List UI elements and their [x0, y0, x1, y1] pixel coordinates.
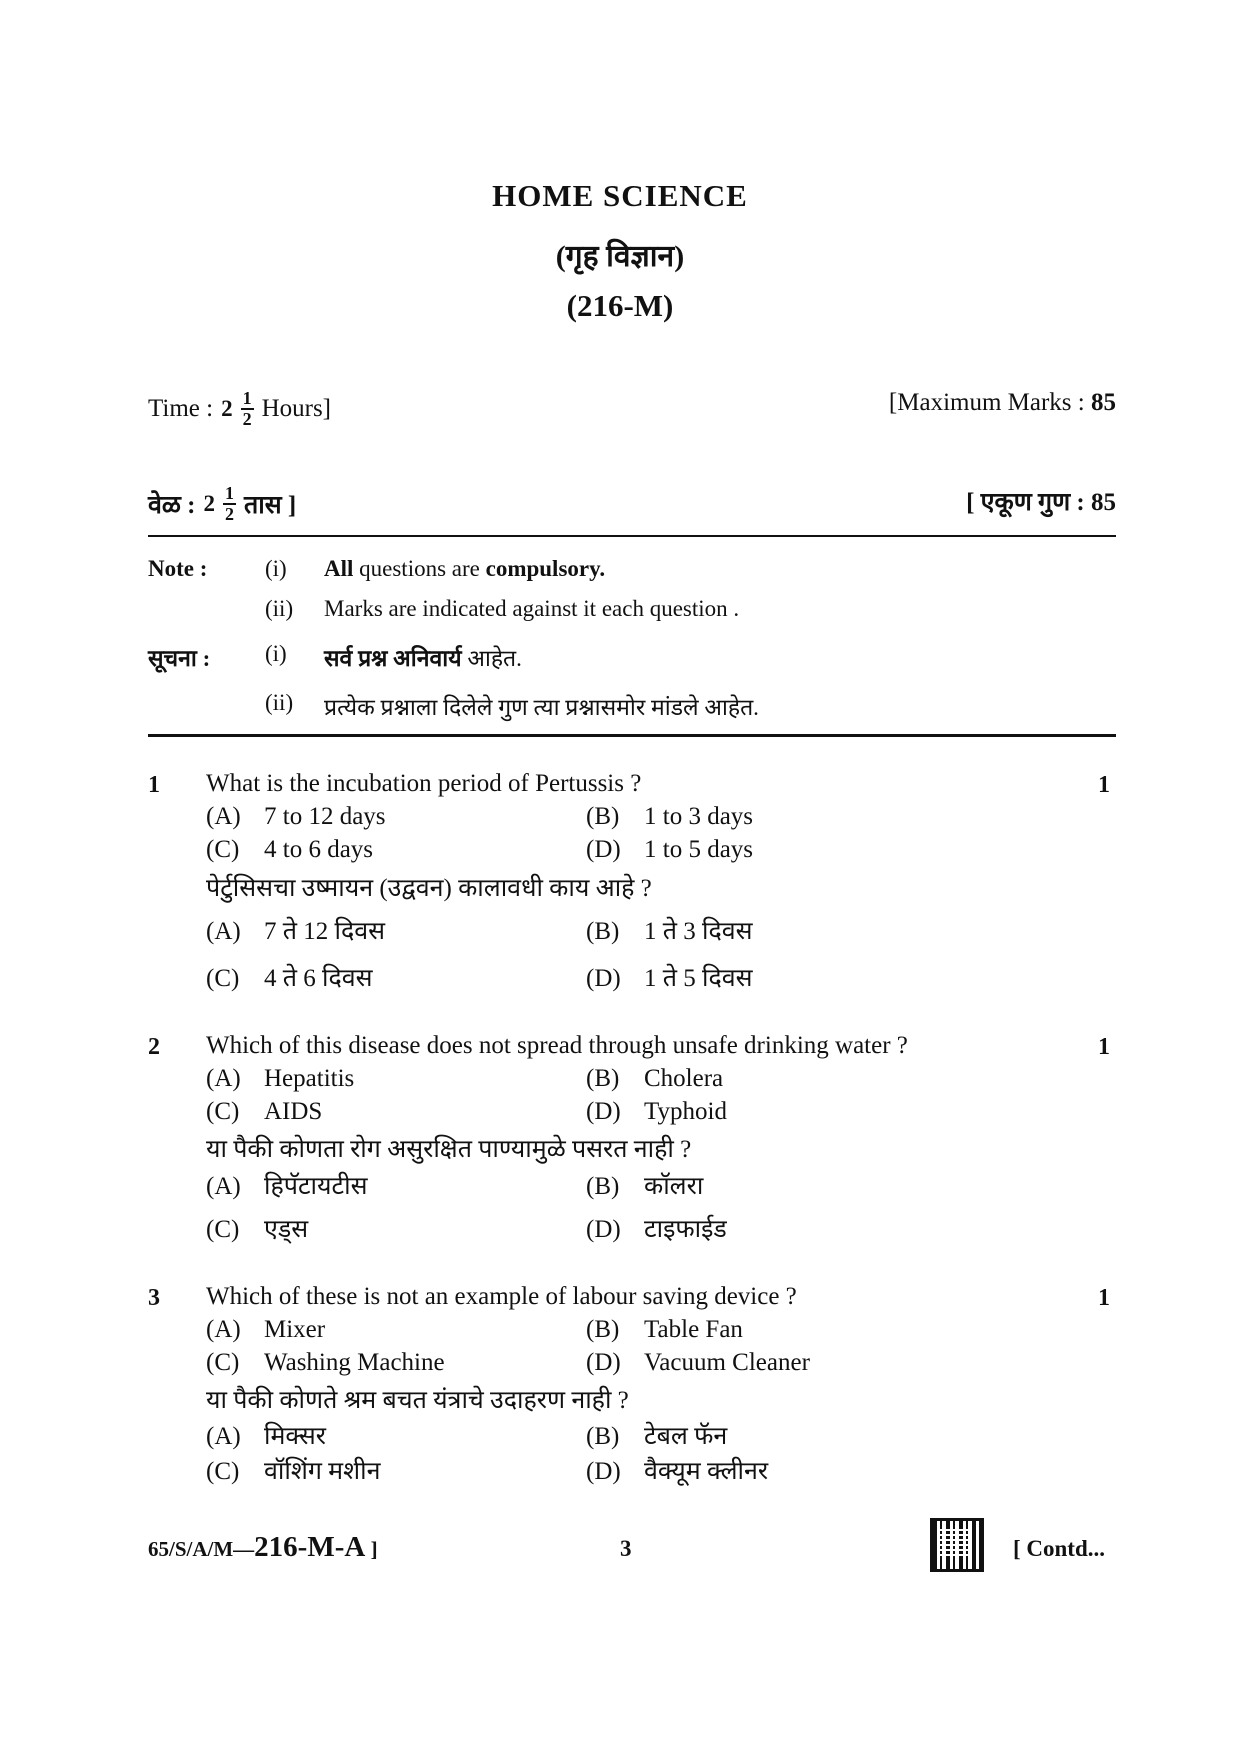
option-label: (B)	[586, 918, 620, 945]
option-text: कॉलरा	[644, 1173, 704, 1200]
question-text: Which of these is not an example of labour saving device ?	[206, 1283, 797, 1310]
option-text: Cholera	[644, 1065, 724, 1092]
question-1	[148, 770, 1116, 990]
max-marks-value-marathi: 85	[1091, 489, 1116, 516]
max-marks-marathi	[966, 484, 1116, 518]
option-text: 7 to 12 days	[264, 803, 386, 830]
option-label: (D)	[586, 965, 621, 992]
option-c	[206, 1349, 445, 1377]
option-label: (D)	[586, 1349, 621, 1376]
option-b	[586, 803, 753, 831]
option-a	[206, 1065, 354, 1093]
option-text: Mixer	[264, 1316, 326, 1343]
note-label: Note :	[148, 556, 208, 581]
time-fraction	[241, 389, 254, 429]
option-text: वॉशिंग मशीन	[264, 1458, 381, 1485]
question-2	[148, 1032, 1116, 1252]
qr-code-icon	[930, 1518, 984, 1572]
max-marks-english	[889, 389, 1116, 417]
fraction-denominator: 2	[242, 409, 252, 429]
option-text: 4 to 6 days	[264, 836, 374, 863]
time-marathi	[148, 484, 296, 524]
time-row-marathi	[148, 484, 1116, 528]
question-number: 3	[148, 1285, 160, 1311]
divider-bottom	[148, 734, 1116, 737]
question-number: 1	[148, 772, 160, 798]
option-a	[206, 1316, 325, 1344]
option-label: (A)	[206, 1316, 241, 1343]
option-d	[586, 836, 753, 864]
note-item-1-bold-a: All	[324, 556, 354, 581]
footer-code	[148, 1531, 378, 1564]
option-d-marathi	[586, 1211, 727, 1245]
option-label: (C)	[206, 1349, 240, 1376]
option-b-marathi	[586, 1168, 703, 1202]
option-label: (A)	[206, 1173, 241, 1200]
option-text: वैक्यूम क्लीनर	[644, 1458, 769, 1485]
question-text-marathi: या पैकी कोणते श्रम बचत यंत्राचे उदाहरण नाही ?	[206, 1387, 629, 1414]
note-item-1	[324, 556, 605, 582]
time-fraction-marathi	[223, 484, 236, 524]
option-text: 1 ते 3 दिवस	[644, 918, 753, 945]
option-label: (B)	[586, 1423, 620, 1450]
fraction-numerator: 1	[242, 388, 252, 408]
time-label: Time :	[148, 395, 214, 422]
option-label: (C)	[206, 965, 240, 992]
note-item-2-num: (ii)	[265, 596, 294, 621]
option-label: (D)	[586, 1216, 621, 1243]
option-text: 7 ते 12 दिवस	[264, 918, 386, 945]
suchana-label: सूचना :	[148, 646, 211, 671]
question-marks: 1	[1098, 1285, 1110, 1311]
option-c-marathi	[206, 1211, 308, 1245]
option-text: Hepatitis	[264, 1065, 355, 1092]
option-b-marathi	[586, 1418, 727, 1452]
paper-title: HOME SCIENCE	[492, 178, 748, 213]
time-row-english	[148, 389, 1116, 433]
option-c	[206, 1098, 322, 1126]
question-number: 2	[148, 1034, 160, 1060]
option-text: हिपॅटायटीस	[264, 1173, 368, 1200]
option-label: (D)	[586, 836, 621, 863]
option-text: मिक्सर	[264, 1423, 327, 1450]
divider-top	[148, 535, 1116, 537]
fraction-denominator: 2	[224, 504, 234, 524]
option-d-marathi	[586, 1453, 768, 1487]
question-marks: 1	[1098, 1034, 1110, 1060]
option-text: 1 ते 5 दिवस	[644, 965, 753, 992]
option-a-marathi	[206, 1168, 368, 1202]
option-label: (B)	[586, 1173, 620, 1200]
option-d	[586, 1349, 810, 1377]
suchana-item-2-num: (ii)	[265, 690, 294, 715]
option-c	[206, 836, 373, 864]
option-label: (C)	[206, 1458, 240, 1485]
footer-code-suffix: ]	[365, 1537, 378, 1561]
suchana-item-1-num: (i)	[265, 641, 287, 666]
page-number: 3	[620, 1536, 632, 1561]
note-item-2: Marks are indicated against it each question .	[324, 596, 740, 621]
option-label: (C)	[206, 1216, 240, 1243]
option-label: (D)	[586, 1458, 621, 1485]
option-text: 1 to 3 days	[644, 803, 754, 830]
time-unit-marathi: तास ]	[243, 492, 297, 519]
option-text: Vacuum Cleaner	[644, 1349, 810, 1376]
option-text: 1 to 5 days	[644, 836, 754, 863]
option-d	[586, 1098, 727, 1126]
time-label-marathi: वेळ :	[148, 492, 196, 519]
option-b	[586, 1065, 723, 1093]
time-whole-marathi: 2	[203, 491, 215, 516]
question-text: Which of this disease does not spread through unsafe drinking water ?	[206, 1032, 908, 1059]
time-whole: 2	[221, 396, 233, 421]
option-c-marathi	[206, 1453, 380, 1487]
option-b	[586, 1316, 743, 1344]
paper-code: (216-M)	[566, 288, 674, 323]
max-marks-label: [Maximum Marks :	[888, 389, 1085, 416]
option-label: (B)	[586, 803, 620, 830]
option-label: (A)	[206, 1065, 241, 1092]
option-c-marathi	[206, 960, 373, 994]
note-item-1-bold-b: compulsory.	[485, 556, 606, 581]
suchana-item-1-bold: सर्व प्रश्न अनिवार्य	[324, 646, 462, 671]
option-text: AIDS	[264, 1098, 323, 1125]
max-marks-value: 85	[1091, 389, 1116, 416]
fraction-numerator: 1	[224, 483, 234, 503]
option-a	[206, 803, 386, 831]
question-text-marathi: या पैकी कोणता रोग असुरक्षित पाण्यामुळे पसरत नाही ?	[206, 1136, 692, 1163]
option-label: (B)	[586, 1065, 620, 1092]
suchana-item-1	[324, 641, 522, 673]
option-text: एड्स	[264, 1216, 309, 1243]
option-text: 4 ते 6 दिवस	[264, 965, 373, 992]
footer-code-main: 216-M-A	[254, 1531, 366, 1563]
paper-title-marathi: (गृह विज्ञान)	[555, 240, 685, 273]
option-a-marathi	[206, 1418, 326, 1452]
option-label: (A)	[206, 1423, 241, 1450]
option-label: (B)	[586, 1316, 620, 1343]
option-label: (A)	[206, 803, 241, 830]
option-label: (D)	[586, 1098, 621, 1125]
option-text: टेबल फॅन	[644, 1423, 728, 1450]
option-text: Typhoid	[644, 1098, 727, 1125]
suchana-item-1-text: आहेत.	[461, 646, 522, 671]
note-item-1-num: (i)	[265, 556, 287, 581]
option-label: (C)	[206, 836, 240, 863]
option-d-marathi	[586, 960, 753, 994]
max-marks-label-marathi: [ एकूण गुण :	[966, 489, 1085, 516]
footer-code-prefix: 65/S/A/M—	[148, 1537, 255, 1561]
question-text-marathi: पेर्टुसिसचा उष्मायन (उद्ववन) कालावधी काय आहे ?	[206, 875, 652, 902]
option-text: Washing Machine	[264, 1349, 445, 1376]
time-unit: Hours]	[261, 395, 332, 422]
continued-label: [ Contd...	[1013, 1536, 1106, 1561]
option-b-marathi	[586, 913, 753, 947]
note-item-1-text: questions are	[353, 556, 486, 581]
question-marks: 1	[1098, 772, 1110, 798]
option-a-marathi	[206, 913, 385, 947]
question-text: What is the incubation period of Pertussis ?	[206, 770, 642, 797]
option-label: (A)	[206, 918, 241, 945]
option-text: टाइफाईड	[644, 1216, 727, 1243]
question-3	[148, 1283, 1116, 1503]
option-label: (C)	[206, 1098, 240, 1125]
option-text: Table Fan	[644, 1316, 743, 1343]
suchana-item-2: प्रत्येक प्रश्नाला दिलेले गुण त्या प्रश्नासमोर मांडले आहेत.	[324, 695, 759, 720]
time-english	[148, 389, 331, 429]
